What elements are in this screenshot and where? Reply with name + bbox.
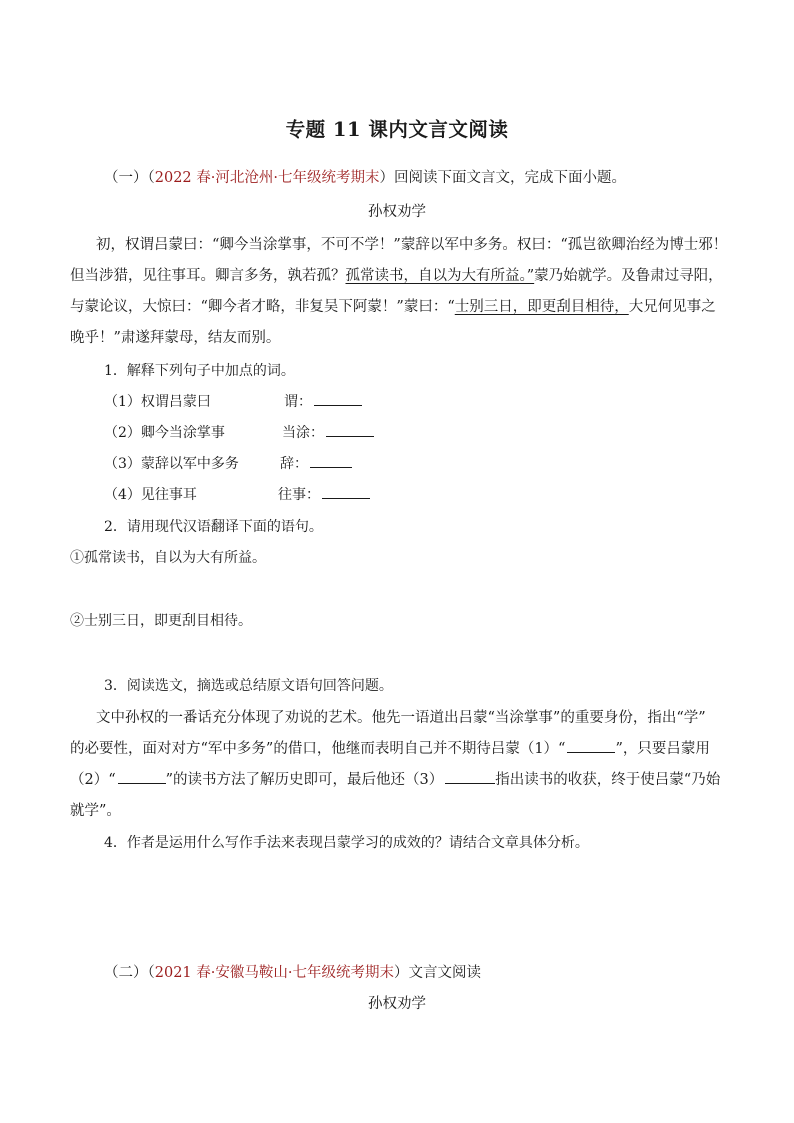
section-2-header (104, 961, 481, 982)
q3-line-2 (70, 737, 710, 758)
passage-line-1: 初，权谓吕蒙曰：“卿今当涂掌事，不可不学！”蒙辞以军中多务。权曰：“孤岂欲卿治经为博士邪！ (96, 237, 728, 253)
question-1-stem: 1．解释下列句子中加点的词。 (104, 363, 295, 379)
page-title: 专题 11 课内文言文阅读 (285, 118, 509, 141)
passage-line-2-text: 但当涉猎，见往事耳。卿言多务，孰若孤？ (70, 268, 346, 284)
q3-line-3-mid: ”的读书方法了解历史即可，最后他还（3） (165, 772, 444, 788)
answer-blank[interactable] (314, 391, 362, 406)
section-1-suffix: ）回阅读下面文言文，完成下面小题。 (379, 170, 626, 186)
q3-line-1: 文中孙权的一番话充分体现了劝说的艺术。他先一语道出吕蒙“当涂掌事”的重要身份，指出“学” (96, 710, 706, 726)
q1-item-2-word: 当涂： (282, 425, 324, 441)
section-1-prefix: （一）（ (104, 170, 155, 186)
passage-line-2-tail: 蒙乃始就学。及鲁肃过寻阳， (534, 268, 723, 284)
underlined-sentence-2: 士别三日，即更刮目相待， (454, 299, 629, 315)
answer-blank-2[interactable] (118, 769, 166, 784)
passage-line-2 (70, 264, 723, 285)
q1-item-1-word: 谓： (284, 394, 312, 410)
section-2-prefix: （二）（ (104, 965, 155, 981)
passage-line-3-text: 与蒙论议，大惊曰：“卿今者才略，非复吴下阿蒙！”蒙曰：“ (70, 299, 455, 315)
answer-blank[interactable] (310, 453, 352, 468)
passage-line-3 (70, 295, 716, 316)
q2-item-1: ①孤常读书，自以为大有所益。 (70, 550, 266, 566)
question-2-stem: 2．请用现代汉语翻译下面的语句。 (104, 519, 323, 535)
q3-line-3-tail: 指出读书的收获，终于使吕蒙“乃始 (495, 772, 721, 788)
passage-line-3-tail: 大兄何见事之 (628, 299, 716, 315)
answer-blank-1[interactable] (567, 738, 615, 753)
q3-line-2-text: 的必要性，面对对方“军中多务”的借口，他继而表明自己并不期待吕蒙（1）“ (70, 741, 566, 757)
q3-line-4: 就学”。 (70, 803, 121, 819)
answer-blank[interactable] (322, 484, 370, 499)
passage-1-title: 孙权劝学 (368, 204, 426, 220)
q1-item-3-answer (280, 453, 352, 473)
section-1-header (104, 166, 626, 187)
q3-line-3-text: （2）“ (70, 772, 116, 788)
passage-line-4: 晚乎！”肃遂拜蒙母，结友而别。 (70, 330, 281, 346)
q1-item-2-sentence: （2）卿今当涂掌事 (104, 425, 225, 441)
question-3-stem: 3．阅读选文，摘选或总结原文语句回答问题。 (104, 678, 393, 694)
q1-item-4-word: 往事： (278, 487, 320, 503)
section-2-source: 2021 春·安徽马鞍山·七年级统考期末 (154, 965, 394, 981)
q1-item-3-sentence: （3）蒙辞以军中多务 (104, 456, 239, 472)
q1-item-4-answer (278, 484, 370, 504)
q2-item-2: ②士别三日，即更刮目相待。 (70, 613, 252, 629)
q1-item-4-sentence: （4）见往事耳 (104, 487, 197, 503)
answer-blank-3[interactable] (445, 769, 495, 784)
section-1-source: 2022 春·河北沧州·七年级统考期末 (154, 170, 380, 186)
answer-blank[interactable] (326, 422, 374, 437)
section-2-suffix: ）文言文阅读 (393, 965, 481, 981)
q3-line-2-tail: ”，只要吕蒙用 (615, 741, 710, 757)
q1-item-2-answer (282, 422, 374, 442)
question-4-stem: 4．作者是运用什么写作手法来表现吕蒙学习的成效的？请结合文章具体分析。 (104, 835, 589, 851)
passage-2-title: 孙权劝学 (368, 996, 426, 1012)
q1-item-1-answer (284, 391, 362, 411)
q1-item-1-sentence: （1）权谓吕蒙曰 (104, 394, 211, 410)
q1-item-3-word: 辞： (280, 456, 308, 472)
underlined-sentence-1: 孤常读书，自以为大有所益。” (345, 268, 535, 284)
q3-line-3 (70, 768, 720, 789)
